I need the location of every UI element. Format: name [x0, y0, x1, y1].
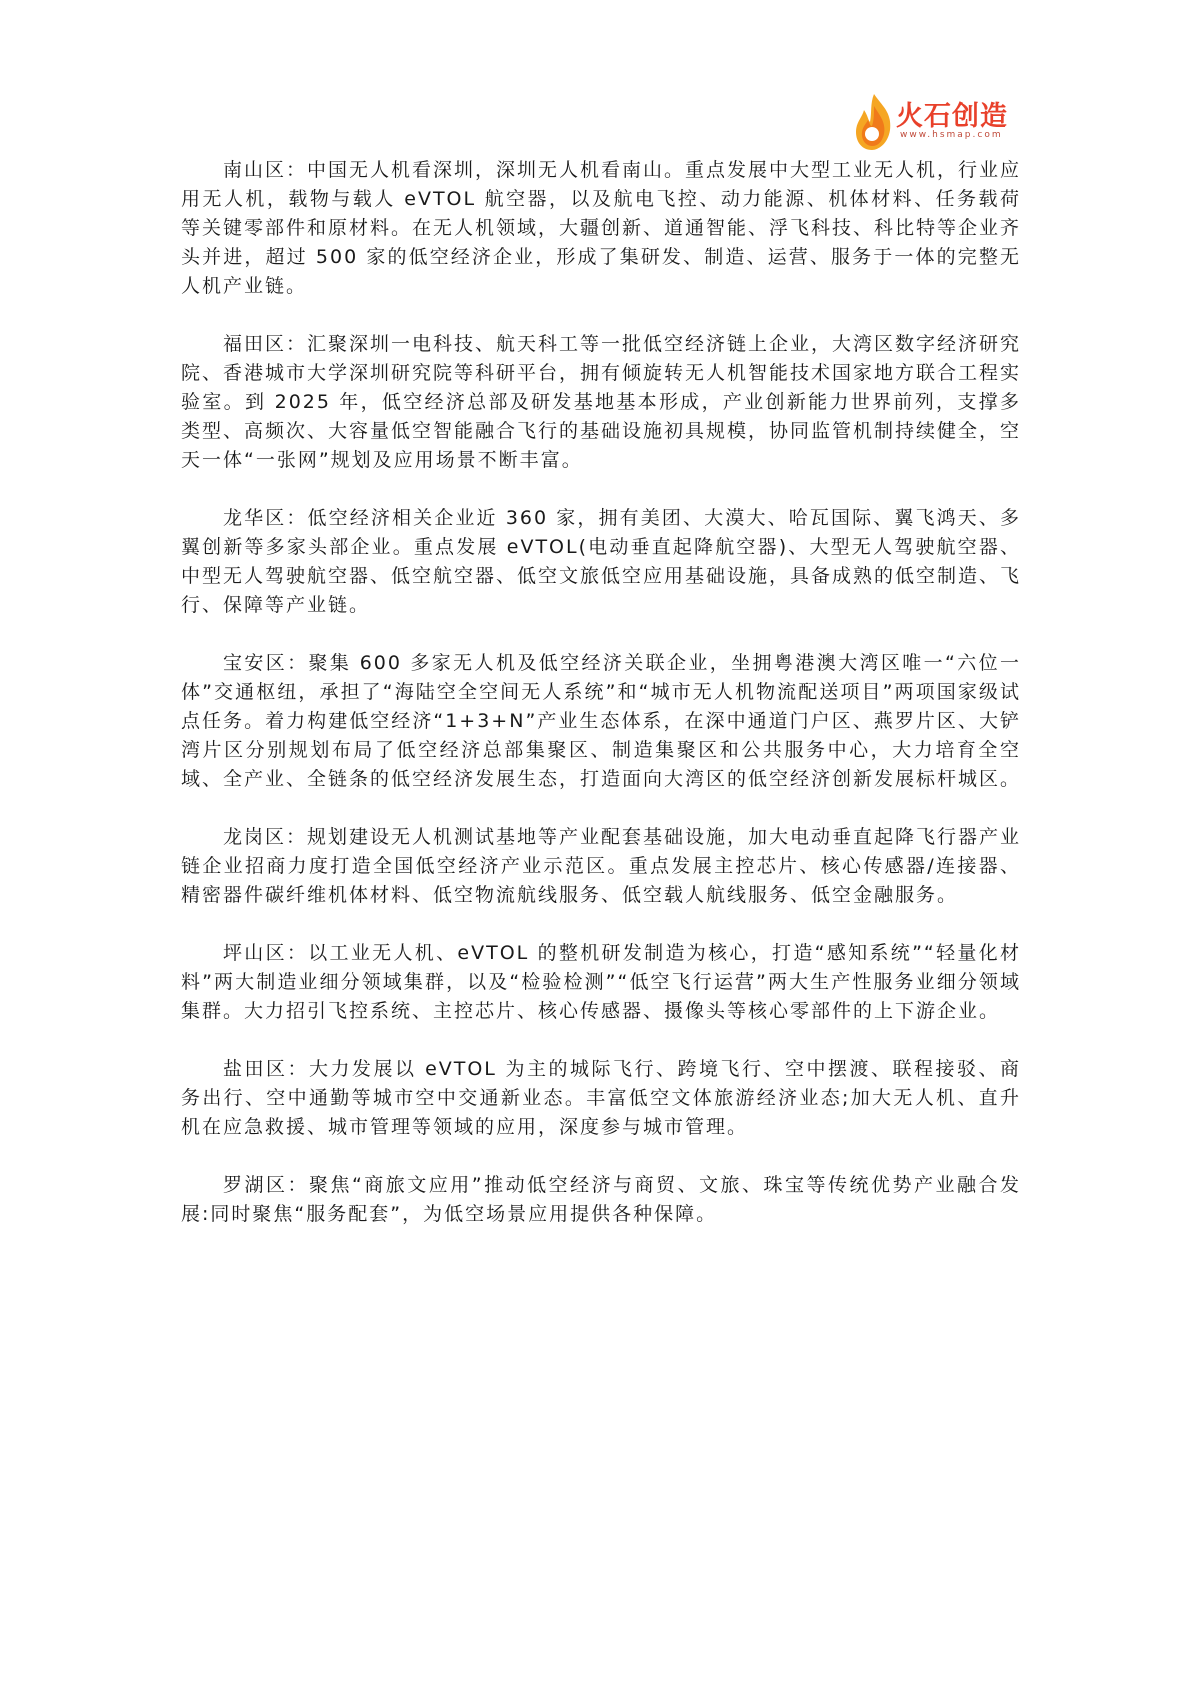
paragraph-yantian: 盐田区：大力发展以 eVTOL 为主的城际飞行、跨境飞行、空中摆渡、联程接驳、商务出行、空中通勤等城市空中交通新业态。丰富低空文体旅游经济业态;加大无人机、直升机在应急救援、城市管理等领域的应用，深度参与城市管理。	[181, 1058, 1021, 1138]
flame-icon	[852, 92, 896, 152]
paragraph-nanshan: 南山区：中国无人机看深圳，深圳无人机看南山。重点发展中大型工业无人机，行业应用无人机，载物与载人 eVTOL 航空器，以及航电飞控、动力能源、机体材料、任务载荷等关键零部件和原材料。在无人机领域，大疆创新、道通智能、浮飞科技、科比特等企业齐头并进，超过 500 家的低空经济企业，形成了集研发、制造、运营、服务于一体的完整无人机产业链。	[181, 159, 1022, 297]
hsmap-logo	[852, 92, 1022, 152]
logo-name: 火石创造	[896, 101, 1008, 132]
document-body	[181, 156, 1021, 1258]
paragraph-longhua: 龙华区：低空经济相关企业近 360 家，拥有美团、大漠大、哈瓦国际、翼飞鸿天、多翼创新等多家头部企业。重点发展 eVTOL(电动垂直起降航空器)、大型无人驾驶航空器、中型无人驾驶航空器、低空航空器、低空文旅低空应用基础设施，具备成熟的低空制造、飞行、保障等产业链。	[181, 507, 1022, 616]
paragraph-luohu: 罗湖区：聚焦“商旅文应用”推动低空经济与商贸、文旅、珠宝等传统优势产业融合发展:同时聚焦“服务配套”，为低空场景应用提供各种保障。	[181, 1174, 1021, 1225]
paragraph-baoan: 宝安区：聚集 600 多家无人机及低空经济关联企业，坐拥粤港澳大湾区唯一“六位一体”交通枢纽，承担了“海陆空全空间无人系统”和“城市无人机物流配送项目”两项国家级试点任务。着力构建低空经济“1+3+N”产业生态体系，在深中通道门户区、燕罗片区、大铲湾片区分别规划布局了低空经济总部集聚区、制造集聚区和公共服务中心，大力培育全空域、全产业、全链条的低空经济发展生态，打造面向大湾区的低空经济创新发展标杆城区。	[181, 652, 1022, 790]
paragraph-futian: 福田区：汇聚深圳一电科技、航天科工等一批低空经济链上企业，大湾区数字经济研究院、香港城市大学深圳研究院等科研平台，拥有倾旋转无人机智能技术国家地方联合工程实验室。到 2025 年，低空经济总部及研发基地基本形成，产业创新能力世界前列，支撑多类型、高频次、大容量低空智能融合飞行的基础设施初具规模，协同监管机制持续健全，空天一体“一张网”规划及应用场景不断丰富。	[181, 333, 1022, 471]
logo-url: www.hsmap.com	[900, 130, 1003, 140]
paragraph-longgang: 龙岗区：规划建设无人机测试基地等产业配套基础设施，加大电动垂直起降飞行器产业链企业招商力度打造全国低空经济产业示范区。重点发展主控芯片、核心传感器/连接器、精密器件碳纤维机体材料、低空物流航线服务、低空载人航线服务、低空金融服务。	[181, 826, 1022, 906]
paragraph-pingshan: 坪山区：以工业无人机、eVTOL 的整机研发制造为核心，打造“感知系统”“轻量化材料”两大制造业细分领域集群，以及“检验检测”“低空飞行运营”两大生产性服务业细分领域集群。大力招引飞控系统、主控芯片、核心传感器、摄像头等核心零部件的上下游企业。	[181, 942, 1021, 1022]
